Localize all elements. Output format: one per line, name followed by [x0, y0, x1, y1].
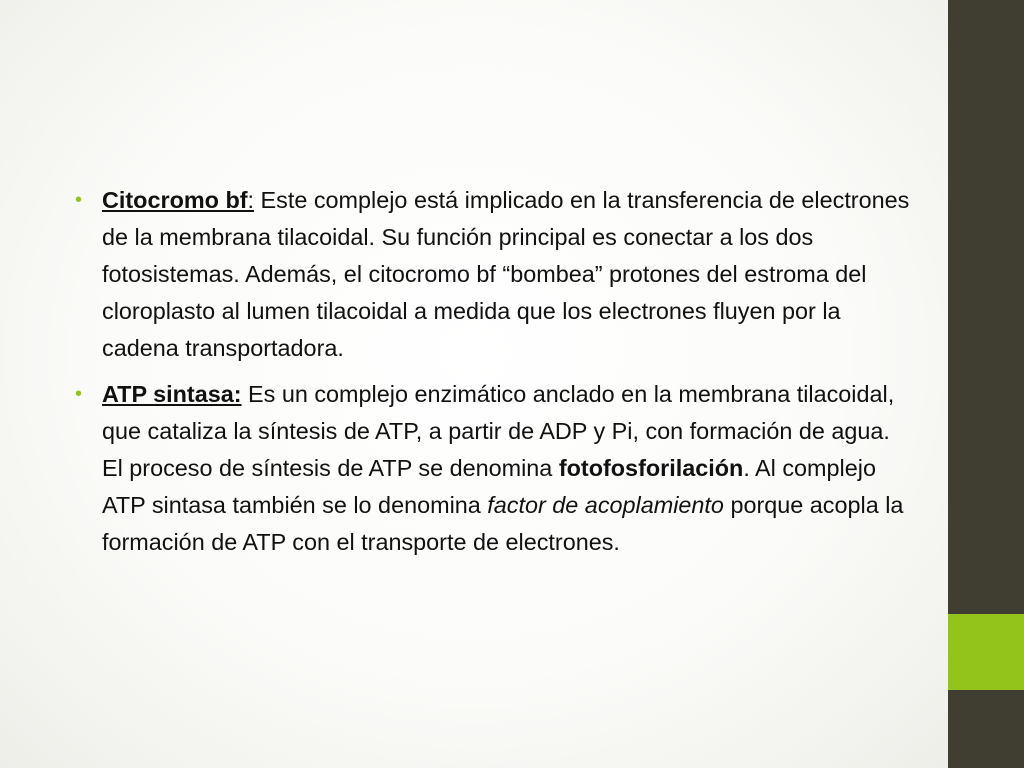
bullet-atp-sintasa: [70, 376, 910, 561]
bullet-dot-icon: •: [75, 383, 83, 405]
italic-term-factor-acoplamiento: factor de acoplamiento: [487, 492, 724, 518]
bullet-text-part1: Es un complejo enzimático anclado en la membrana tilacoidal, que cataliza la síntesis de ATP, a partir de ADP y Pi, con formación de agua. El proceso de síntesis de ATP se denomina: [102, 381, 895, 481]
bullet-citocromo-bf: [70, 182, 910, 367]
bullet-text-part2: . Al complejo ATP sintasa también se lo denomina: [102, 455, 876, 518]
bullet-text-part3: porque acopla la formación de ATP con el transporte de electrones.: [102, 492, 904, 555]
term-colon: :: [247, 187, 255, 213]
bold-term-fotofosforilacion: fotofosforilación: [558, 455, 744, 481]
term-atp-sintasa: ATP sintasa:: [102, 381, 242, 407]
bullet-text: Este complejo está implicado en la transferencia de electrones de la membrana tilacoidal. Su función principal es conectar a los dos fotosistemas. Además, el citocromo bf “bombea” protones del estroma del cloroplasto al lumen tilacoidal a medida que los electrones fluyen por la cadena transportadora.: [102, 187, 910, 361]
term-citocromo-bf: Citocromo bf: [102, 187, 248, 213]
sidebar-accent-square: [948, 614, 1024, 690]
slide-body: [70, 182, 910, 570]
bullet-dot-icon: •: [75, 189, 83, 211]
